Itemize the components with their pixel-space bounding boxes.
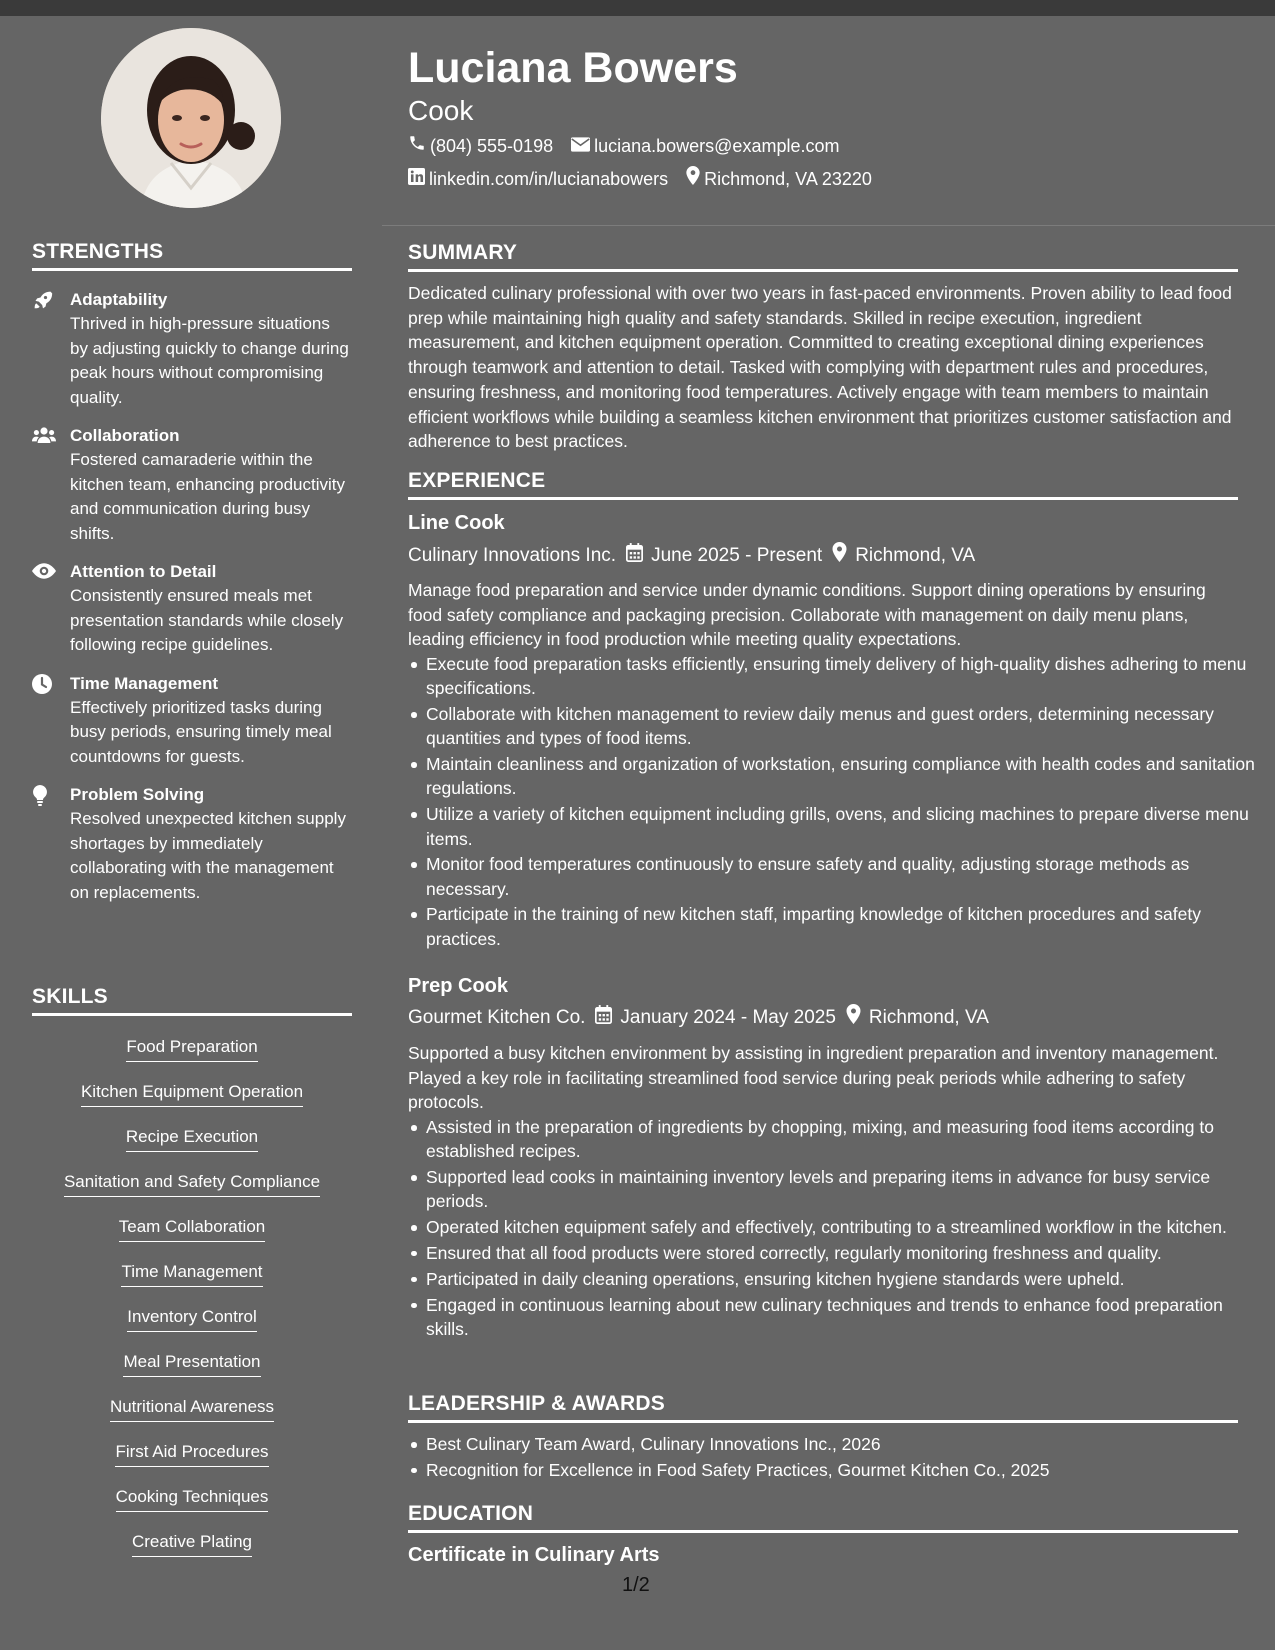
strength-title: Problem Solving — [70, 785, 205, 804]
strength-description: Fostered camaraderie within the kitchen team, enhancing productivity and communication during busy shifts. — [70, 450, 345, 543]
strength-description: Resolved unexpected kitchen supply shortages by immediately collaborating with the management on replacements. — [70, 809, 346, 902]
job-bullets — [408, 1115, 1256, 1343]
company-name: Gourmet Kitchen Co. — [408, 1007, 586, 1028]
job-title: Prep Cook — [408, 975, 509, 997]
bullet-item: Collaborate with kitchen management to review daily menus and guest orders, determining necessary quantities and types of food items. — [426, 702, 1256, 751]
strength-item — [32, 783, 352, 905]
strength-description: Thrived in high-pressure situations by adjusting quickly to change during peak hours without compromising quality. — [70, 314, 349, 407]
job-description: Manage food preparation and service under dynamic conditions. Support dining operations by ensuring food safety compliance and packaging precision. Collaborate with management on daily menu plans, leading efficiency in food production while meeting quality expectations. — [408, 580, 1206, 650]
dates-text: June 2025 - Present — [651, 545, 823, 566]
skill-tag: Food Preparation — [126, 1036, 257, 1062]
location-text: Richmond, VA — [855, 545, 976, 566]
envelope-icon — [571, 134, 590, 158]
map-pin-icon — [846, 1004, 861, 1032]
skill-tag: Recipe Execution — [126, 1126, 258, 1152]
linkedin-contact[interactable] — [408, 166, 668, 191]
award-item: Best Culinary Team Award, Culinary Innovations Inc., 2026 — [426, 1432, 1256, 1456]
strength-description: Effectively prioritized tasks during busy periods, ensuring timely meal countdowns for guests. — [70, 697, 332, 766]
skill-tag: Sanitation and Safety Compliance — [64, 1171, 320, 1197]
job-location — [846, 1004, 989, 1032]
strength-item — [32, 288, 352, 410]
experience-heading: EXPERIENCE — [408, 469, 1238, 500]
skill-tag: Nutritional Awareness — [110, 1396, 274, 1422]
awards-heading: LEADERSHIP & AWARDS — [408, 1392, 1238, 1423]
candidate-name: Luciana Bowers — [408, 44, 738, 92]
job-dates — [626, 543, 822, 570]
strength-title: Time Management — [70, 673, 219, 693]
bullet-item: Execute food preparation tasks efficiently, ensuring timely delivery of high-quality dishes adhering to menu specifications. — [426, 652, 1256, 701]
eye-icon — [32, 560, 70, 658]
job-description: Supported a busy kitchen environment by assisting in ingredient preparation and inventory management. Played a key role in facilitating streamlined food service during peak periods while adhering to safety protocols. — [408, 1043, 1219, 1113]
location-text: Richmond, VA 23220 — [704, 168, 872, 189]
skill-tag: Meal Presentation — [123, 1351, 260, 1377]
location-contact — [686, 166, 872, 191]
strength-title: Adaptability — [70, 290, 168, 309]
job-meta — [408, 542, 975, 570]
bullet-item: Participated in daily cleaning operations, ensuring kitchen hygiene standards were upheld. — [426, 1267, 1256, 1291]
linkedin-text[interactable]: linkedin.com/in/lucianabowers — [429, 168, 669, 189]
summary-text: Dedicated culinary professional with over two years in fast-paced environments. Proven ability to lead food prep while maintaining high quality and safety standards. Skilled in recipe execution, ingredient measurement, and kitchen equipment operation. Committed to creating exceptional dining experiences through teamwork and attention to detail. Tasked with complying with department rules and procedures, ensuring freshness, and monitoring food temperatures. Actively engage with team members to maintain efficient workflows while building a seamless kitchen environment that prioritizes customer satisfaction and adherence to best practices. — [408, 283, 1232, 452]
degree-title: Certificate in Culinary Arts — [408, 1544, 660, 1566]
linkedin-icon — [408, 167, 425, 191]
calendar-icon — [595, 1005, 612, 1032]
award-item: Recognition for Excellence in Food Safety Practices, Gourmet Kitchen Co., 2025 — [426, 1458, 1256, 1482]
skill-tag: Time Management — [121, 1261, 262, 1287]
skills-heading: SKILLS — [32, 985, 352, 1016]
skill-tag: Kitchen Equipment Operation — [81, 1081, 303, 1107]
email-text[interactable]: luciana.bowers@example.com — [594, 136, 840, 156]
summary-heading: SUMMARY — [408, 241, 1238, 272]
skill-tag: Team Collaboration — [119, 1216, 265, 1242]
skill-tag: Inventory Control — [127, 1306, 256, 1332]
map-pin-icon — [832, 542, 847, 570]
bullet-item: Assisted in the preparation of ingredients by chopping, mixing, and measuring food items according to established recipes. — [426, 1115, 1256, 1164]
job-dates — [595, 1005, 835, 1032]
page-number: 1/2 — [622, 1574, 650, 1596]
company-name: Culinary Innovations Inc. — [408, 545, 617, 566]
bullet-item: Monitor food temperatures continuously to ensure safety and quality, adjusting storage methods as necessary. — [426, 852, 1256, 901]
lightbulb-icon — [32, 783, 70, 905]
job-bullets — [408, 652, 1256, 953]
bullet-item: Supported lead cooks in maintaining inventory levels and preparing items in advance for busy service periods. — [426, 1165, 1256, 1214]
phone-contact — [408, 134, 553, 158]
strength-title: Collaboration — [70, 426, 180, 445]
skill-tag: First Aid Procedures — [115, 1441, 268, 1467]
top-bar — [0, 0, 1275, 16]
clock-icon — [32, 672, 70, 770]
dates-text: January 2024 - May 2025 — [620, 1007, 836, 1028]
bullet-item: Engaged in continuous learning about new culinary techniques and trends to enhance food preparation skills. — [426, 1293, 1256, 1342]
bullet-item: Maintain cleanliness and organization of workstation, ensuring compliance with health codes and sanitation regulations. — [426, 752, 1256, 801]
job-meta — [408, 1004, 989, 1032]
contact-row — [408, 134, 839, 158]
strength-item — [32, 672, 352, 770]
location-text: Richmond, VA — [868, 1007, 989, 1028]
skill-tag: Creative Plating — [132, 1531, 252, 1557]
job-location — [832, 542, 975, 570]
header-divider — [382, 225, 1275, 226]
strength-item — [32, 424, 352, 546]
job-role: Cook — [408, 95, 474, 126]
strength-item — [32, 560, 352, 658]
bullet-item: Participate in the training of new kitchen staff, imparting knowledge of kitchen procedures and safety practices. — [426, 902, 1256, 951]
phone-text: (804) 555-0198 — [430, 136, 554, 156]
strengths-list — [32, 288, 352, 919]
rocket-icon — [32, 288, 70, 410]
bullet-item: Ensured that all food products were stored correctly, regularly monitoring freshness and quality. — [426, 1241, 1256, 1265]
strength-description: Consistently ensured meals met presentation standards while closely following recipe guidelines. — [70, 586, 344, 654]
contact-row — [408, 166, 872, 191]
map-pin-icon — [686, 166, 700, 191]
bullet-item: Utilize a variety of kitchen equipment including grills, ovens, and slicing machines to prepare diverse menu items. — [426, 802, 1256, 851]
users-icon — [32, 424, 70, 546]
bullet-item: Operated kitchen equipment safely and effectively, contributing to a streamlined workflow in the kitchen. — [426, 1215, 1256, 1239]
skills-list — [32, 1036, 352, 1576]
avatar — [101, 28, 281, 208]
strengths-heading: STRENGTHS — [32, 240, 352, 271]
skill-tag: Cooking Techniques — [116, 1486, 269, 1512]
phone-icon — [408, 134, 426, 158]
awards-list — [408, 1432, 1256, 1484]
job-title: Line Cook — [408, 512, 505, 534]
email-contact[interactable] — [571, 134, 839, 158]
calendar-icon — [626, 543, 643, 570]
strength-title: Attention to Detail — [70, 562, 217, 581]
education-heading: EDUCATION — [408, 1502, 1238, 1533]
